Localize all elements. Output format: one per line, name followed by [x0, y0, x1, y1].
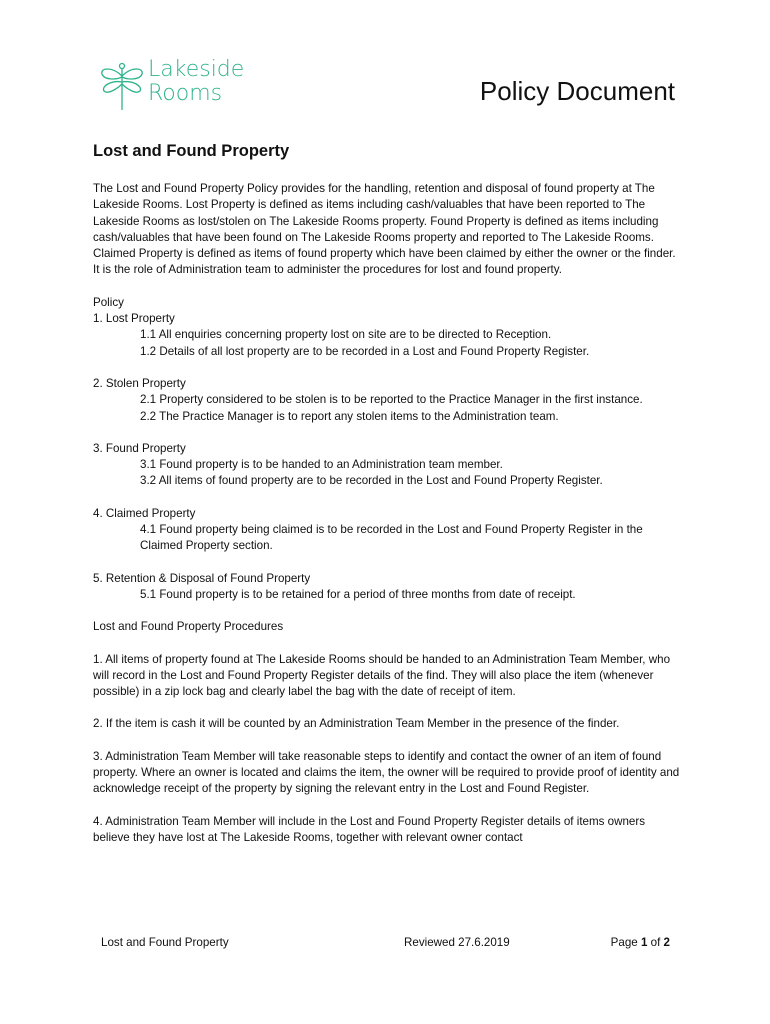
footer-review-date: Reviewed 27.6.2019: [404, 936, 510, 949]
procedure-item: 3. Administration Team Member will take reasonable steps to identify and contact the owner of an item of found property. Where an owner is located and claims the item, the owner will be required to provide proof of identity and acknowledge receipt of the property by signing the relevant entry in the Lost and Found Register.: [93, 749, 680, 796]
total-pages: 2: [663, 936, 670, 949]
current-page: 1: [640, 936, 648, 949]
policy-item: 2.1 Property considered to be stolen is to be reported to the Practice Manager in the first instance.: [140, 393, 643, 407]
logo-line-2: Rooms: [148, 81, 223, 106]
footer-page-number: [611, 935, 670, 951]
procedure-item: 4. Administration Team Member will include in the Lost and Found Property Register details of items owners believe they have lost at The Lakeside Rooms, together with relevant owner contact: [93, 814, 646, 844]
document-type-title: Policy Document: [479, 76, 675, 106]
policy-section-heading: 3. Found Property: [93, 441, 186, 455]
document-body: [93, 141, 683, 846]
dragonfly-icon: [98, 60, 150, 112]
policy-section-heading: 1. Lost Property: [93, 312, 175, 326]
policy-section: [93, 571, 683, 604]
procedure-item: 2. If the item is cash it will be counted by an Administration Team Member in the presence of the finder.: [93, 717, 620, 731]
policy-section: [93, 506, 683, 555]
footer-document-name: Lost and Found Property: [101, 936, 229, 949]
policy-section: [93, 311, 683, 360]
logo-line-1: Lakeside: [148, 57, 245, 82]
section-title: Lost and Found Property: [93, 142, 290, 160]
policy-section-heading: 2. Stolen Property: [93, 376, 186, 390]
policy-label: Policy: [93, 295, 124, 309]
policy-item: 5.1 Found property is to be retained for a period of three months from date of receipt.: [140, 587, 576, 601]
policy-item: 2.2 The Practice Manager is to report any stolen items to the Administration team.: [140, 409, 559, 423]
policy-item: 1.1 All enquiries concerning property lost on site are to be directed to Reception.: [140, 328, 552, 342]
logo-wordmark: [148, 58, 244, 106]
policy-item: 4.1 Found property being claimed is to be recorded in the Lost and Found Property Register in the Claimed Property section.: [140, 523, 643, 553]
intro-paragraph: The Lost and Found Property Policy provides for the handling, retention and disposal of found property at The Lakeside Rooms. Lost Property is defined as items including cash/valuables that have been reported to The Lakeside Rooms as lost/stolen on The Lakeside Rooms property. Found Property is defined as items including cash/valuables that have been found on The Lakeside Rooms property and reported to The Lakeside Rooms. Claimed Property is defined as items of found property which have been claimed by either the owner or the finder. It is the role of Administration team to administer the procedures for lost and found property.: [93, 182, 676, 277]
policy-section: [93, 376, 683, 425]
page-prefix: Page: [610, 936, 641, 949]
policy-item: 3.2 All items of found property are to be recorded in the Lost and Found Property Register.: [140, 474, 603, 488]
page-of: of: [647, 936, 664, 949]
policy-section-heading: 5. Retention & Disposal of Found Property: [93, 571, 311, 585]
lakeside-rooms-logo: [98, 58, 268, 114]
policy-section: [93, 441, 683, 490]
policy-section-heading: 4. Claimed Property: [93, 506, 196, 520]
page-footer: [101, 935, 670, 951]
policy-item: 3.1 Found property is to be handed to an Administration team member.: [140, 458, 503, 472]
procedure-item: 1. All items of property found at The Lakeside Rooms should be handed to an Administration Team Member, who will record in the Lost and Found Property Register details of the find. They will also place the item (whenever possible) in a zip lock bag and clearly label the bag with the date of receipt of item.: [93, 652, 671, 699]
procedures-label: Lost and Found Property Procedures: [93, 620, 284, 634]
policy-item: 1.2 Details of all lost property are to be recorded in a Lost and Found Property Register.: [140, 344, 590, 358]
